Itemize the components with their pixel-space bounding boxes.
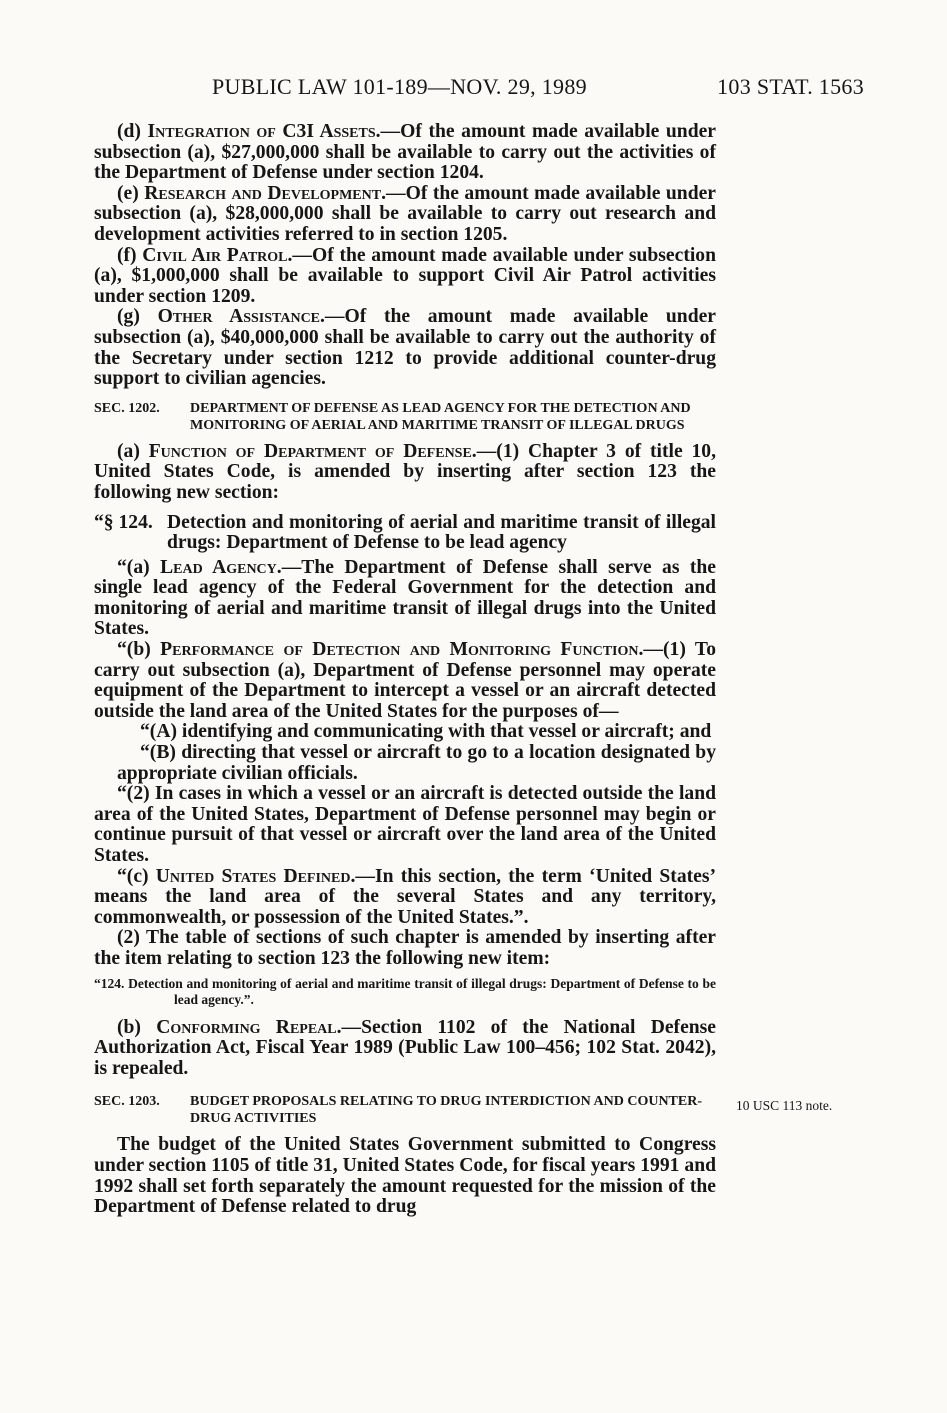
- paragraph-heading: United States Defined.: [155, 865, 356, 887]
- new-section-title: Detection and monitoring of aerial and maritime transit of illegal drugs: Department of Defense to be lead agency: [167, 511, 716, 554]
- new-section-124-heading: [94, 513, 716, 554]
- paragraph-table-amendment: (2) The table of sections of such chapter is amended by inserting after the item relating to section 123 the following new item:: [94, 927, 716, 969]
- section-1203-heading: [94, 1093, 716, 1127]
- paragraph-us-defined: “(c) United States Defined.—In this section, the term ‘United States’ means the land area of the several States and any territory, commonwealth, or possession of the United States.”.: [94, 865, 717, 928]
- paragraph-2-pursuit: “(2) In cases in which a vessel or an aircraft is detected outside the land area of the United States, Department of Defense personnel may begin or continue pursuit of that vessel or aircraft over the land area of the United States.: [94, 783, 716, 866]
- header-title: PUBLIC LAW 101-189—NOV. 29, 1989: [212, 74, 587, 99]
- paragraph-1203-budget: The budget of the United States Government submitted to Congress under section 1105 of title 31, United States Code, for fiscal years 1991 and 1992 shall set forth separately the amount requested for the mission of the Department of Defense related to drug: [94, 1134, 716, 1218]
- margin-note: 10 USC 113 note.: [736, 1098, 833, 1113]
- paragraph-performance: “(b) Performance of Detection and Monitoring Function.—(1) To carry out subsection (a), Department of Defense personnel may operate equipment of the Department to intercept a vessel or an aircraft detected outside the land area of the United States for the purposes of—: [94, 639, 716, 722]
- paragraph-g: (g) Other Assistance.—Of the amount made available under subsection (a), $40,000,000 shall be available to carry out the authority of the Secretary under section 1212 to provide additional counter-drug support to civilian agencies.: [94, 306, 716, 390]
- paragraph-e: (e) Research and Development.—Of the amount made available under subsection (a), $28,000,000 shall be available to carry out research and development activities referred to in section 1205.: [94, 182, 716, 245]
- paragraph-d: (d) Integration of C3I Assets.—Of the amount made available under subsection (a), $27,000,000 shall be available to carry out the activities of the Department of Defense under section 1204.: [94, 121, 716, 184]
- paragraph-heading: Civil Air Patrol.: [142, 244, 293, 266]
- paragraph-heading: Performance of Detection and Monitoring Function.: [160, 639, 644, 661]
- clause-A: “(A) identifying and communicating with that vessel or aircraft; and: [140, 721, 712, 743]
- section-number: SEC. 1203.: [94, 1094, 160, 1110]
- paragraph-lead-agency: “(a) Lead Agency.—The Department of Defense shall serve as the single lead agency of the Federal Government for the detection and monitoring of aerial and maritime transit of illegal drugs into the United States.: [94, 556, 716, 640]
- clause-B: “(B) directing that vessel or aircraft to go to a location designated by appropriate civilian officials.: [117, 742, 716, 784]
- section-title: BUDGET PROPOSALS RELATING TO DRUG INTERDICTION AND COUNTER-DRUG ACTIVITIES: [190, 1094, 702, 1127]
- paragraph-heading: Other Assistance.: [157, 306, 325, 328]
- paragraph-heading: Conforming Repeal.: [156, 1016, 342, 1038]
- section-1202-heading: [94, 400, 716, 434]
- paragraph-heading: Lead Agency.: [160, 556, 282, 578]
- paragraph-1202-a: (a) Function of Department of Defense.—(1) Chapter 3 of title 10, United States Code, is amended by inserting after section 123 the following new section:: [94, 440, 716, 503]
- paragraph-heading: Research and Development.: [144, 182, 386, 204]
- section-number: SEC. 1202.: [94, 400, 160, 416]
- header-page-number: 103 STAT. 1563: [717, 74, 864, 99]
- paragraph-heading: Function of Department of Defense.: [148, 440, 477, 462]
- table-of-sections-item: “124. Detection and monitoring of aerial and maritime transit of illegal drugs: Department of Defense to be lead agency.”.: [94, 975, 716, 1007]
- document-body: [94, 122, 716, 1218]
- running-header: [212, 74, 864, 100]
- paragraph-conforming-repeal: (b) Conforming Repeal.—Section 1102 of the National Defense Authorization Act, Fiscal Year 1989 (Public Law 100–456; 102 Stat. 2042), is repealed.: [94, 1016, 716, 1079]
- section-title: DEPARTMENT OF DEFENSE AS LEAD AGENCY FOR THE DETECTION AND MONITORING OF AERIAL AND MARITIME TRANSIT OF ILLEGAL DRUGS: [190, 400, 691, 433]
- paragraph-f: (f) Civil Air Patrol.—Of the amount made available under subsection (a), $1,000,000 shall be available to support Civil Air Patrol activities under section 1209.: [94, 244, 716, 307]
- new-section-number: “§ 124.: [94, 511, 153, 533]
- paragraph-heading: Integration of C3I Assets.: [147, 121, 381, 142]
